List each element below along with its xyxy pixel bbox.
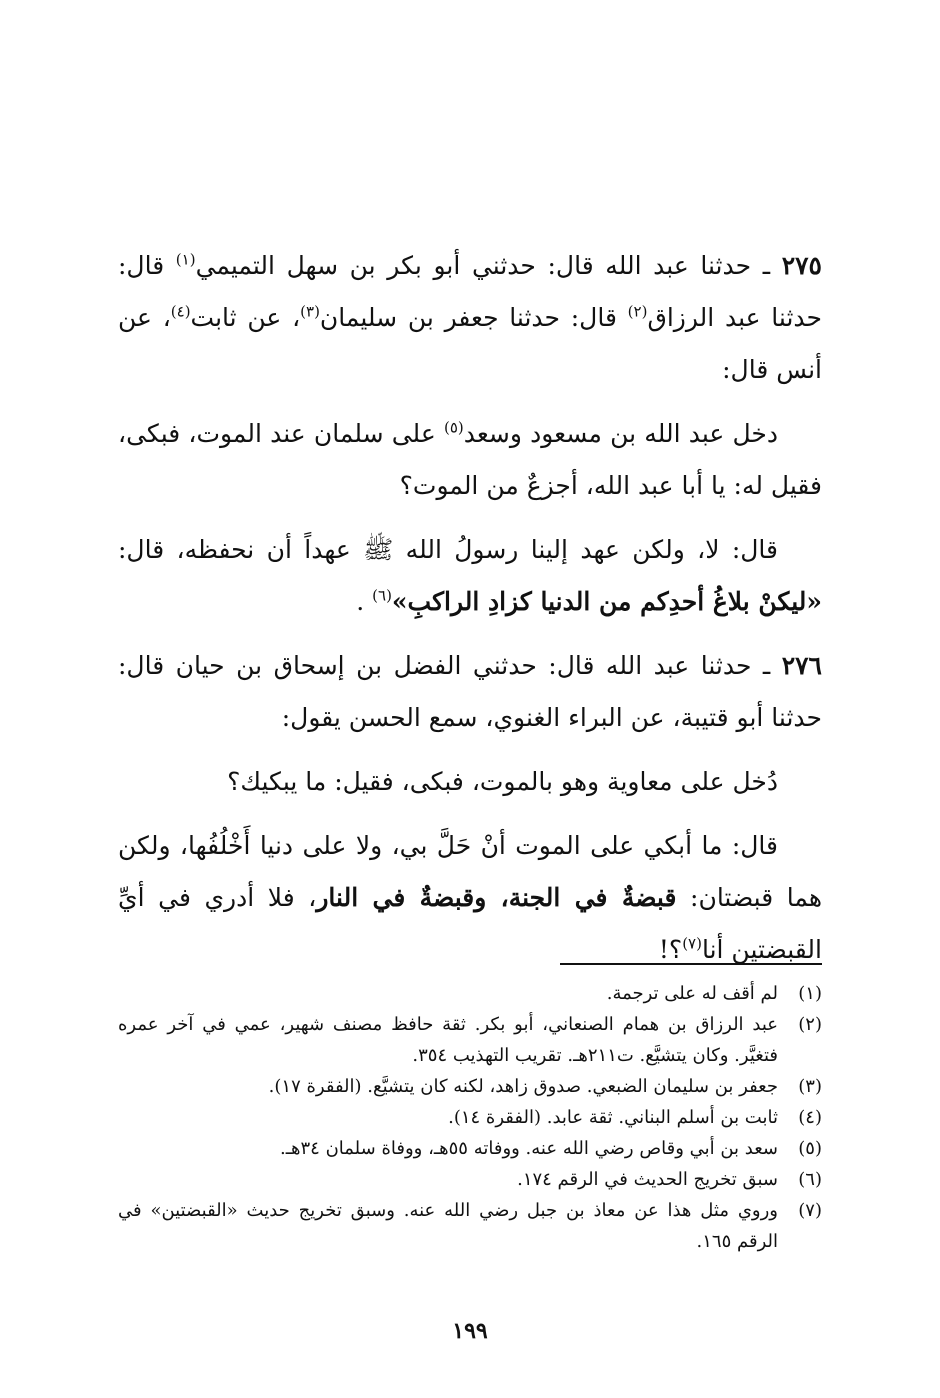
footnote-text: سعد بن أبي وقاص رضي الله عنه. ووفاته ٥٥هـ، ووفاة سلمان ٣٤هـ. [280, 1138, 778, 1159]
footnote-ref[interactable]: (٥) [443, 418, 464, 437]
text-run: ، عن أنس قال: [118, 303, 822, 384]
footnote-separator [560, 963, 822, 965]
page-number: ١٩٩ [452, 1318, 488, 1344]
text-run: قال: ما أبكي على الموت أنْ حَلَّ بي، ولا على دنيا أَخْلُفُها، ولكن هما قبضتان: [118, 831, 823, 912]
text-run: ؟! [658, 935, 683, 964]
text-run: على سلمان عند الموت، فبكى، فقيل له: يا أبا عبد الله، أجزعٌ من الموت؟ [118, 419, 822, 500]
text-run: ، عن ثابت [190, 303, 301, 332]
footnote-number: (٤) [798, 1107, 822, 1128]
hadith-276-text-1 [118, 756, 822, 808]
footnote-number: (٢) [798, 1014, 822, 1035]
footnote-ref[interactable]: (٣) [300, 302, 320, 321]
hadith-number: ٢٧٦ [781, 651, 822, 680]
hadith-275-text-2 [118, 524, 822, 628]
footnote [118, 978, 822, 1009]
footnote-text: وروي مثل هذا عن معاذ بن جبل رضي الله عنه. وسبق تخريج حديث «القبضتين» في الرقم ١٦٥. [118, 1200, 778, 1252]
footnote-number: (٧) [798, 1200, 822, 1221]
main-text [118, 240, 822, 988]
footnote-number: (٦) [798, 1169, 822, 1190]
footnote-number: (١) [798, 983, 822, 1004]
footnote [118, 1164, 822, 1195]
text-run: ـ حدثنا عبد الله قال: حدثني الفضل بن إسحاق بن حيان قال: حدثنا أبو قتيبة، عن البراء الغنوي، سمع الحسن يقول: [118, 651, 822, 732]
footnote-number: (٥) [798, 1138, 822, 1159]
hadith-276-isnad [118, 640, 822, 744]
footnote [118, 1102, 822, 1133]
text-run: دُخل على معاوية وهو بالموت، فبكى، فقيل: ما يبكيك؟ [227, 767, 778, 796]
text-run: قال: حدثنا عبد الرزاق [118, 251, 822, 332]
bold-quote: قبضةٌ في الجنة، وقبضةٌ في النار [316, 883, 677, 912]
footnote [118, 1009, 822, 1071]
hadith-number: ٢٧٥ [781, 251, 822, 280]
footnote-text: جعفر بن سليمان الضبعي. صدوق زاهد، لكنه كان يتشيَّع. (الفقرة ١٧). [268, 1076, 778, 1097]
hadith-275-text-1 [118, 408, 822, 512]
footnote-text: عبد الرزاق بن همام الصنعاني، أبو بكر. ثقة حافظ مصنف شهير، عمي في آخر عمره فتغيَّر. وكان يتشيَّع. ت٢١١هـ. تقريب التهذيب ٣٥٤. [118, 1014, 778, 1066]
footnote-ref[interactable]: (٢) [627, 302, 648, 321]
text-run: قال: حدثنا جعفر بن سليمان [319, 303, 628, 332]
bold-quote: «ليكنْ بلاغُ أحدِكم من الدنيا كزادِ الراكبِ» [391, 587, 822, 616]
text-run: قال: لا، ولكن عهد إلينا رسولُ الله ﷺ عهداً أن نحفظه، قال: [118, 535, 778, 564]
footnote-text: لم أقف له على ترجمة. [606, 983, 778, 1004]
text-run: دخل عبد الله بن مسعود وسعد [463, 419, 779, 448]
footnote-number: (٣) [798, 1076, 822, 1097]
text-run: ، فلا أدري في أيِّ القبضتين أنا [118, 883, 822, 964]
footnote-text: سبق تخريج الحديث في الرقم ١٧٤. [517, 1169, 778, 1190]
text-run: . [356, 587, 373, 616]
footnote-ref[interactable]: (٧) [682, 934, 702, 953]
footnote [118, 1195, 822, 1257]
hadith-275-isnad [118, 240, 822, 396]
footnote-ref[interactable]: (٦) [372, 586, 392, 605]
footnote-ref[interactable]: (١) [175, 250, 196, 269]
footnote [118, 1071, 822, 1102]
footnote-ref[interactable]: (٤) [170, 302, 191, 321]
footnote [118, 1133, 822, 1164]
footnote-text: ثابت بن أسلم البناني. ثقة عابد. (الفقرة ١٤). [448, 1107, 778, 1128]
text-run: ـ حدثنا عبد الله قال: حدثني أبو بكر بن سهل التميمي [195, 251, 782, 280]
footnotes [118, 978, 822, 1257]
hadith-276-text-2 [118, 820, 822, 976]
